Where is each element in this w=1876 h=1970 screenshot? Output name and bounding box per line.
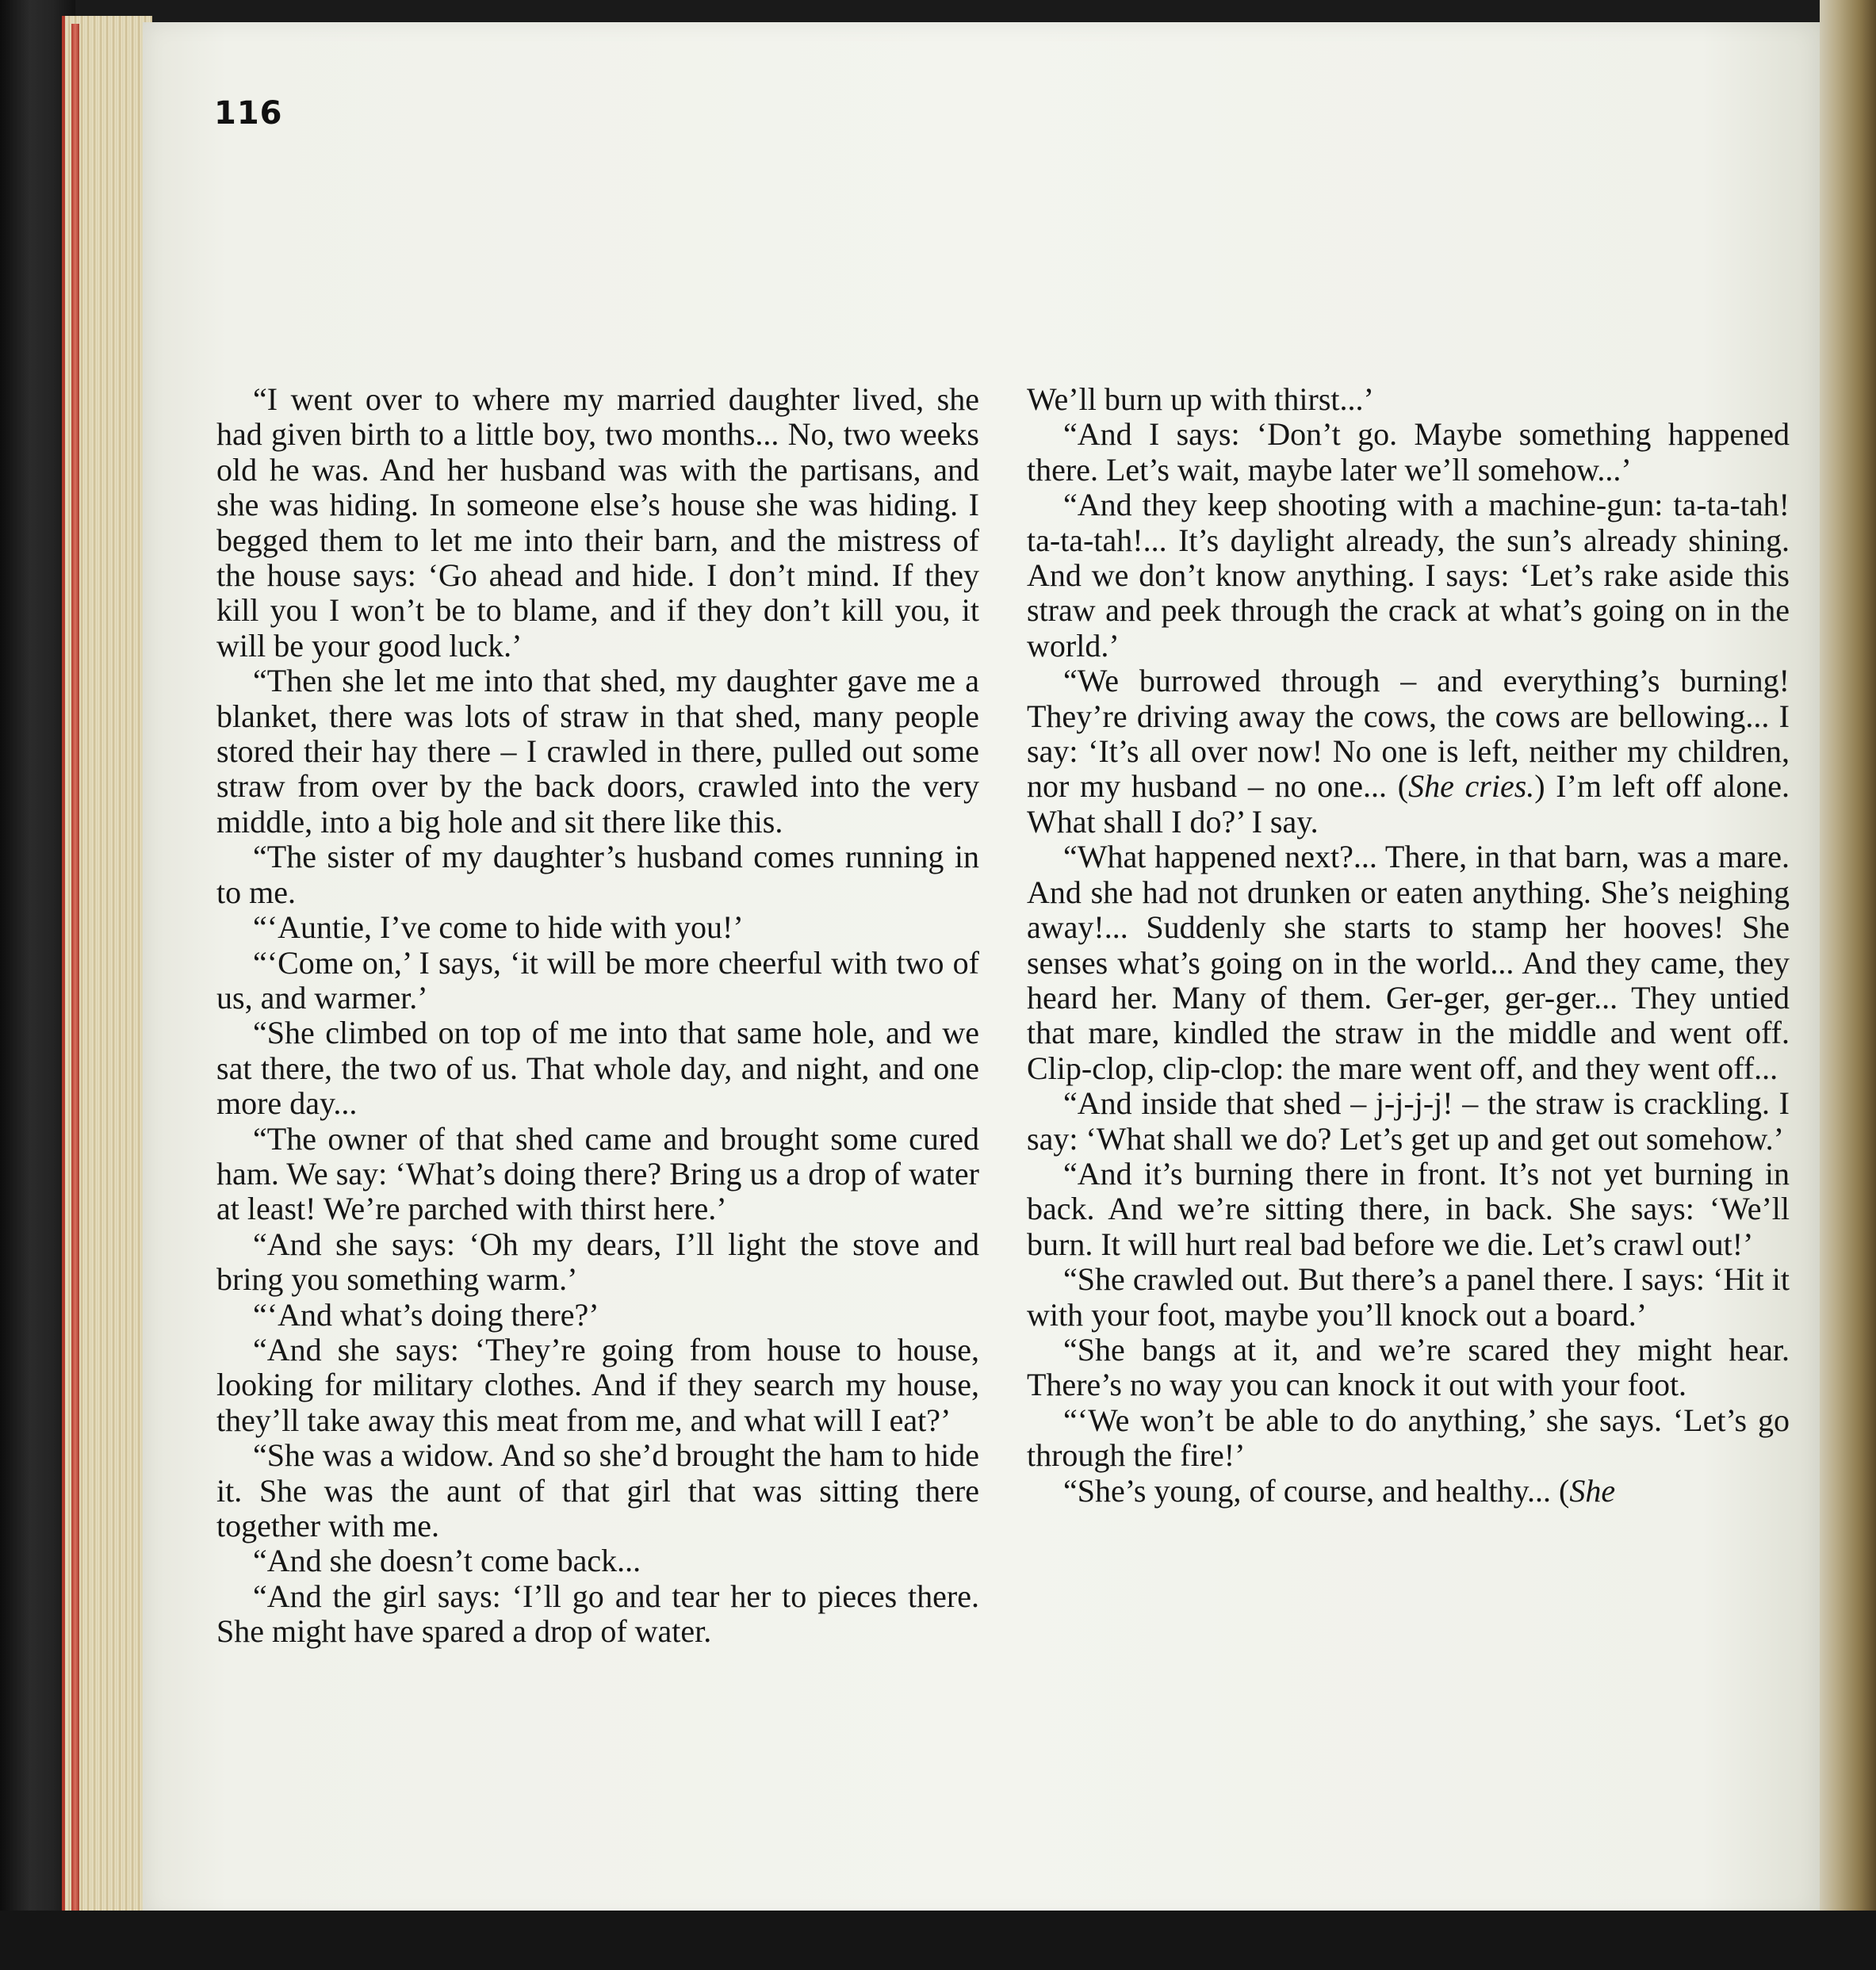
paragraph: “‘And what’s doing there?’ <box>253 1296 599 1333</box>
continued-paragraph: We’ll burn up with thirst...’ <box>1027 381 1374 417</box>
paragraph: “She crawled out. But there’s a panel there. I says: ‘Hit it with your foot, maybe you’ll knock out a board.’ <box>1027 1261 1790 1333</box>
paragraph-last: “She’s young, of course, and healthy... (She <box>1063 1472 1616 1509</box>
paragraph: “The owner of that shed came and brought some cured ham. We say: ‘What’s doing there? Bring us a drop of water at least! We’re parched with thirst here.’ <box>216 1120 979 1227</box>
paragraph: “She climbed on top of me into that same hole, and we sat there, the two of us. That whole day, and night, and one more day... <box>216 1015 979 1122</box>
paragraph: “‘Come on,’ I says, ‘it will be more cheerful with two of us, and warmer.’ <box>216 944 979 1016</box>
paragraph: “And they keep shooting with a machine-gun: ta-ta-tah! ta-ta-tah!... It’s daylight already, the sun’s already shining. And we don’t know anything. I says: ‘Let’s rake aside this straw and peek through the crack at what’s going on in the world.’ <box>1027 487 1790 664</box>
stage-direction: She <box>1569 1472 1616 1509</box>
paragraph-tail: ) I’m left off alone. What shall I do?’ I say. <box>1027 768 1790 840</box>
paragraph: “And it’s burning there in front. It’s not yet burning in back. And we’re sitting there, in back. She says: ‘We’ll burn. It will hurt real bad before we die. Let’s crawl out!’ <box>1027 1155 1790 1262</box>
right-text-column <box>1027 382 1790 1509</box>
paragraph: “She bangs at it, and we’re scared they might hear. There’s no way you can knock it out with your foot. <box>1027 1331 1790 1403</box>
paragraph: “‘Auntie, I’ve come to hide with you!’ <box>253 909 744 946</box>
page-number: 116 <box>214 95 283 132</box>
paragraph: “And she says: ‘Oh my dears, I’ll light the stove and bring you something warm.’ <box>216 1226 979 1298</box>
cover-bottom-edge <box>0 1911 1876 1970</box>
paragraph: “I went over to where my married daughter lived, she had given birth to a little boy, two months... No, two weeks old he was. And her husband was with the partisans, and she was hiding. In someone else’s house she was hiding. I begged them to let me into their barn, and the mistress of the house says: ‘Go ahead and hide. I don’t mind. If they kill you I won’t be to blame, and if they don’t kill you, it will be your good luck.’ <box>216 381 979 664</box>
paragraph: “Then she let me into that shed, my daughter gave me a blanket, there was lots of straw in that shed, many people stored their hay there – I crawled in there, pulled out some straw from over by the back doors, crawled into the very middle, into a big hole and sit there like this. <box>216 663 979 840</box>
paragraph: “And the girl says: ‘I’ll go and tear her to pieces there. She might have spared a drop of water. <box>216 1578 979 1650</box>
paragraph: “And inside that shed – j-j-j-j! – the straw is crackling. I say: ‘What shall we do? Let’s get up and get out somehow.’ <box>1027 1085 1790 1157</box>
stage-direction: She cries. <box>1408 768 1535 805</box>
paragraph-text: “She’s young, of course, and healthy... <box>1063 1472 1552 1509</box>
paragraph: “The sister of my daughter’s husband comes running in to me. <box>216 839 979 910</box>
aside-open: ( <box>1387 768 1409 805</box>
paragraph-with-aside <box>1027 664 1790 840</box>
paragraph: “And she says: ‘They’re going from house to house, looking for military clothes. And if they search my house, they’ll take away this meat from me, and what will I eat?’ <box>216 1331 979 1438</box>
page-gutter-fold <box>1820 0 1876 1970</box>
paragraph: “And she doesn’t come back... <box>253 1543 641 1579</box>
paragraph-text: “We burrowed through – and everything’s burning! They’re driving away the cows, the cows are bellowing... I say: ‘It’s all over now! No one is left, neither my children, nor my husband – no one... <box>1027 663 1790 805</box>
red-page-edge <box>71 24 79 1911</box>
paragraph: “And I says: ‘Don’t go. Maybe something happened there. Let’s wait, maybe later we’ll somehow...’ <box>1027 416 1790 488</box>
left-text-column <box>216 382 979 1650</box>
paragraph: “‘We won’t be able to do anything,’ she says. ‘Let’s go through the fire!’ <box>1027 1402 1790 1474</box>
paragraph: “What happened next?... There, in that barn, was a mare. And she had not drunken or eaten anything. She’s neighing away!... Suddenly she starts to stamp her hooves! She senses what’s going on in the world... And they came, they heard her. Many of them. Ger-ger, ger-ger... They untied that mare, kindled the straw in the middle and went off. Clip-clop, clip-clop: the mare went off, and they went off... <box>1027 839 1790 1086</box>
paragraph: “She was a widow. And so she’d brought the ham to hide it. She was the aunt of that girl that was sitting there together with me. <box>216 1437 979 1543</box>
cover-top-edge <box>0 0 1876 22</box>
